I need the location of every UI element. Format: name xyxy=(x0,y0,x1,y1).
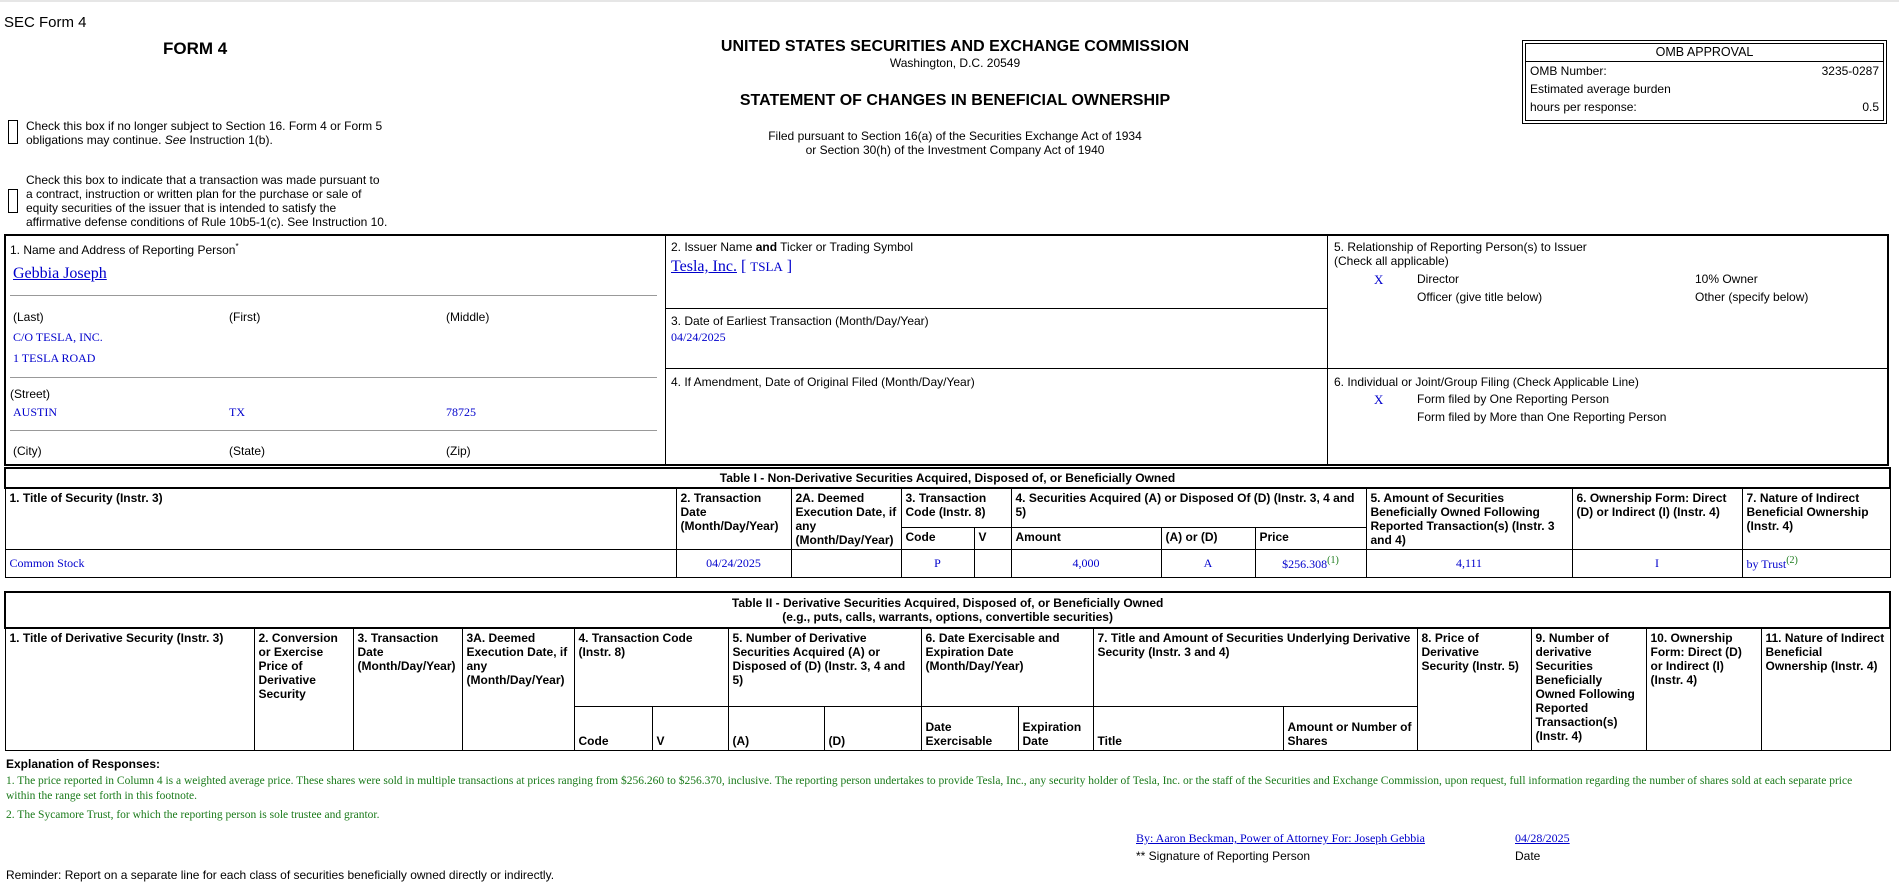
t1-sub-v: V xyxy=(974,527,1011,549)
statement-title: STATEMENT OF CHANGES IN BENEFICIAL OWNERSHIP xyxy=(739,92,1171,109)
plan-line-1: Check this box to indicate that a transaction was made pursuant to xyxy=(26,173,380,187)
section16-line-1: Check this box if no longer subject to Section 16. Form 4 or Form 5 xyxy=(26,119,383,133)
grid-divider-3 xyxy=(665,308,1327,309)
t1-row-form: I xyxy=(1572,550,1742,578)
plan-line-2: a contract, instruction or written plan for the purchase or sale of xyxy=(26,187,362,201)
t1-row-a-or-d: A xyxy=(1161,550,1255,578)
box1-rule-2 xyxy=(10,377,657,378)
omb-title: OMB APPROVAL xyxy=(1526,44,1883,62)
t2-header-number: 5. Number of Derivative Securities Acquired (A) or Disposed of (D) (Instr. 3, 4 and 5) xyxy=(728,628,921,706)
t1-header-deemed: 2A. Deemed Execution Date, if any (Month/Day/Year) xyxy=(791,488,901,550)
box2-label xyxy=(671,240,913,254)
filed-line-1: Filed pursuant to Section 16(a) of the Securities Exchange Act of 1934 xyxy=(768,129,1142,143)
ticker-close-bracket: ] xyxy=(786,258,793,275)
box3-label: 3. Date of Earliest Transaction (Month/Day/Year) xyxy=(671,314,929,328)
box1-asterisk: * xyxy=(235,242,239,251)
rule-10b5-checkbox[interactable] xyxy=(8,189,18,213)
t1-header-acquired: 4. Securities Acquired (A) or Disposed Of (D) (Instr. 3, 4 and 5) xyxy=(1011,488,1366,527)
t1-header-date: 2. Transaction Date (Month/Day/Year) xyxy=(676,488,791,550)
zip-value: 78725 xyxy=(446,405,476,419)
one-person-checkmark: X xyxy=(1374,392,1384,407)
t1-row-nature-footnote[interactable]: (2) xyxy=(1786,555,1798,566)
box1-label xyxy=(10,242,239,257)
t1-header-code: 3. Transaction Code (Instr. 8) xyxy=(901,488,1011,527)
signature-link[interactable]: By: Aaron Beckman, Power of Attorney For: Joseph Gebbia xyxy=(1136,831,1425,845)
section16-line-2 xyxy=(26,133,382,147)
t2-header-price: 8. Price of Derivative Security (Instr. 5) xyxy=(1417,628,1531,750)
t2-sub-amount-shares: Amount or Number of Shares xyxy=(1283,706,1417,750)
date-label: Date xyxy=(1515,849,1541,863)
t1-row-price-cell xyxy=(1255,550,1366,578)
address-line-1: C/O TESLA, INC. xyxy=(13,330,103,344)
omb-approval-box xyxy=(1522,40,1887,124)
t2-header-underlying: 7. Title and Amount of Securities Underlying Derivative Security (Instr. 3 and 4) xyxy=(1093,628,1417,706)
ticker-open-bracket: [ xyxy=(740,258,747,275)
t2-sub-title: Title xyxy=(1093,706,1283,750)
grid-divider-2 xyxy=(1327,236,1328,464)
omb-number-label: OMB Number: xyxy=(1530,64,1607,78)
explanation-heading: Explanation of Responses: xyxy=(6,757,161,771)
box5-label-line-1: 5. Relationship of Reporting Person(s) to Issuer xyxy=(1334,240,1587,254)
form-title: FORM 4 xyxy=(163,39,228,58)
t1-row-nature: by Trust xyxy=(1746,557,1787,571)
box1-label-text: 1. Name and Address of Reporting Person xyxy=(10,243,236,257)
last-label: (Last) xyxy=(13,310,44,324)
t2-sub-d: (D) xyxy=(824,706,921,750)
section16-text xyxy=(26,119,382,147)
table-2-caption xyxy=(5,592,1890,628)
t2-header-owned: 9. Number of derivative Securities Beneficially Owned Following Reported Transaction(s) (Instr. 4) xyxy=(1531,628,1646,750)
officer-label: Officer (give title below) xyxy=(1417,290,1543,304)
rule-10b5-text xyxy=(26,173,387,229)
t2-header-date: 3. Transaction Date (Month/Day/Year) xyxy=(353,628,462,750)
table-2-caption-line-1: Table II - Derivative Securities Acquired, Disposed of, or Beneficially Owned xyxy=(731,596,1164,610)
omb-hours-value: 0.5 xyxy=(1862,100,1879,114)
t1-row-v xyxy=(974,550,1011,578)
issuer-link[interactable]: Tesla, Inc. xyxy=(671,258,737,275)
plan-line-4: affirmative defense conditions of Rule 10b5-1(c). See Instruction 10. xyxy=(26,215,388,229)
box2-label-pre: 2. Issuer Name xyxy=(671,240,756,254)
t1-row-amount: 4,000 xyxy=(1011,550,1161,578)
omb-hours-row xyxy=(1526,98,1883,116)
box2-label-post: Ticker or Trading Symbol xyxy=(777,240,914,254)
t2-sub-expiration: Expiration Date xyxy=(1018,706,1093,750)
grid-divider-5 xyxy=(1327,368,1889,369)
other-label: Other (specify below) xyxy=(1695,290,1809,304)
t1-header-title: 1. Title of Security (Instr. 3) xyxy=(5,488,676,550)
plan-line-3: equity securities of the issuer that is intended to satisfy the xyxy=(26,201,337,215)
footnote-1: 1. The price reported in Column 4 is a weighted average price. These shares were sold in multiple transactions at prices ranging from $256.260 to $256.370, inclusive. The reporting person undertakes to provide Tesla, Inc., any security holder of Tesla, Inc. or the staff of the Securities and Exchange Commission, upon request, full information regarding the number of shares sold at each separate price within the range set forth in this footnote. xyxy=(6,775,1853,802)
omb-number-value: 3235-0287 xyxy=(1821,64,1879,78)
table-2-caption-line-2: (e.g., puts, calls, warrants, options, convertible securities) xyxy=(782,610,1113,624)
t2-header-form: 10. Ownership Form: Direct (D) or Indirect (I) (Instr. 4) xyxy=(1646,628,1761,750)
table-1-caption: Table I - Non-Derivative Securities Acquired, Disposed of, or Beneficially Owned xyxy=(5,468,1890,488)
t1-sub-amount: Amount xyxy=(1011,527,1161,549)
t1-row-price: $256.308 xyxy=(1282,557,1328,571)
issuer-line xyxy=(671,258,792,276)
omb-hours-label: hours per response: xyxy=(1530,100,1637,114)
t1-sub-code: Code xyxy=(901,527,974,549)
director-label: Director xyxy=(1417,272,1460,286)
t1-header-form: 6. Ownership Form: Direct (D) or Indirect (I) (Instr. 4) xyxy=(1572,488,1742,550)
signature-date[interactable]: 04/28/2025 xyxy=(1515,831,1570,845)
section16-line-2-pre: obligations may continue. xyxy=(26,133,165,147)
t2-header-exercisable: 6. Date Exercisable and Expiration Date (Month/Day/Year) xyxy=(921,628,1093,706)
page-label: SEC Form 4 xyxy=(4,14,87,31)
filed-line-2: or Section 30(h) of the Investment Company Act of 1940 xyxy=(805,143,1105,157)
t1-sub-a-or-d: (A) or (D) xyxy=(1161,527,1255,549)
reminder-text: Reminder: Report on a separate line for each class of securities beneficially owned directly or indirectly. xyxy=(6,868,555,882)
address-line-2: 1 TESLA ROAD xyxy=(13,351,96,365)
omb-burden-row xyxy=(1526,80,1883,98)
t2-sub-v: V xyxy=(652,706,728,750)
section16-checkbox[interactable] xyxy=(8,120,18,144)
grid-divider-1 xyxy=(665,236,666,464)
state-label: (State) xyxy=(229,444,266,458)
reporting-person-link[interactable]: Gebbia Joseph xyxy=(13,265,107,282)
table-1 xyxy=(4,467,1891,578)
more-persons-label: Form filed by More than One Reporting Person xyxy=(1417,410,1667,424)
t2-header-deemed: 3A. Deemed Execution Date, if any (Month/Day/Year) xyxy=(462,628,574,750)
signature-label: ** Signature of Reporting Person xyxy=(1136,849,1311,863)
director-checkmark: X xyxy=(1374,272,1384,287)
t1-header-owned: 5. Amount of Securities Beneficially Owned Following Reported Transaction(s) (Instr. 3 and 4) xyxy=(1366,488,1572,550)
t1-row-owned: 4,111 xyxy=(1366,550,1572,578)
ticker-symbol[interactable]: TSLA xyxy=(750,259,783,274)
earliest-transaction-date: 04/24/2025 xyxy=(671,330,726,344)
box2-label-and: and xyxy=(755,240,778,254)
box1-rule-1 xyxy=(10,295,657,296)
footnote-2: 2. The Sycamore Trust, for which the reporting person is sole trustee and grantor. xyxy=(6,809,380,821)
omb-burden-label: Estimated average burden xyxy=(1530,82,1671,96)
zip-label: (Zip) xyxy=(446,444,471,458)
t1-row-date: 04/24/2025 xyxy=(676,550,791,578)
t1-row-nature-cell xyxy=(1742,550,1890,578)
city-label: (City) xyxy=(13,444,42,458)
t2-header-code: 4. Transaction Code (Instr. 8) xyxy=(574,628,728,706)
reporting-grid xyxy=(4,234,1889,466)
section16-line-2-see: See xyxy=(164,133,187,147)
box6-label: 6. Individual or Joint/Group Filing (Check Applicable Line) xyxy=(1334,375,1639,389)
box4-label: 4. If Amendment, Date of Original Filed (Month/Day/Year) xyxy=(671,375,975,389)
grid-divider-4 xyxy=(665,368,1327,369)
t2-header-nature: 11. Nature of Indirect Beneficial Ownership (Instr. 4) xyxy=(1761,628,1890,750)
state-value: TX xyxy=(229,405,245,419)
t1-row-title: Common Stock xyxy=(5,550,676,578)
agency-header xyxy=(620,38,1290,157)
t2-sub-code: Code xyxy=(574,706,652,750)
t1-row-deemed xyxy=(791,550,901,578)
t2-sub-a: (A) xyxy=(728,706,824,750)
t1-header-nature: 7. Nature of Indirect Beneficial Ownership (Instr. 4) xyxy=(1742,488,1890,550)
box5-label-line-2: (Check all applicable) xyxy=(1334,254,1449,268)
agency-location: Washington, D.C. 20549 xyxy=(889,56,1021,70)
first-label: (First) xyxy=(229,310,261,324)
city-value: AUSTIN xyxy=(13,405,57,419)
t1-row-code: P xyxy=(901,550,974,578)
box1-rule-3 xyxy=(10,430,657,431)
agency-name: UNITED STATES SECURITIES AND EXCHANGE COMMISSION xyxy=(720,38,1190,55)
middle-label: (Middle) xyxy=(446,310,490,324)
street-label: (Street) xyxy=(10,387,51,401)
section16-line-2-post: Instruction 1(b). xyxy=(186,133,273,147)
ten-percent-owner-label: 10% Owner xyxy=(1695,272,1758,286)
t2-header-conversion: 2. Conversion or Exercise Price of Derivative Security xyxy=(254,628,353,750)
omb-number-row xyxy=(1526,62,1883,80)
t1-row-price-footnote[interactable]: (1) xyxy=(1327,555,1339,566)
t1-sub-price: Price xyxy=(1255,527,1366,549)
table-row xyxy=(5,550,1890,578)
table-2 xyxy=(4,591,1891,751)
t2-header-title: 1. Title of Derivative Security (Instr. 3) xyxy=(5,628,254,750)
box5-label xyxy=(1334,240,1587,268)
one-person-label: Form filed by One Reporting Person xyxy=(1417,392,1610,406)
t2-sub-date-exercisable: Date Exercisable xyxy=(921,706,1018,750)
